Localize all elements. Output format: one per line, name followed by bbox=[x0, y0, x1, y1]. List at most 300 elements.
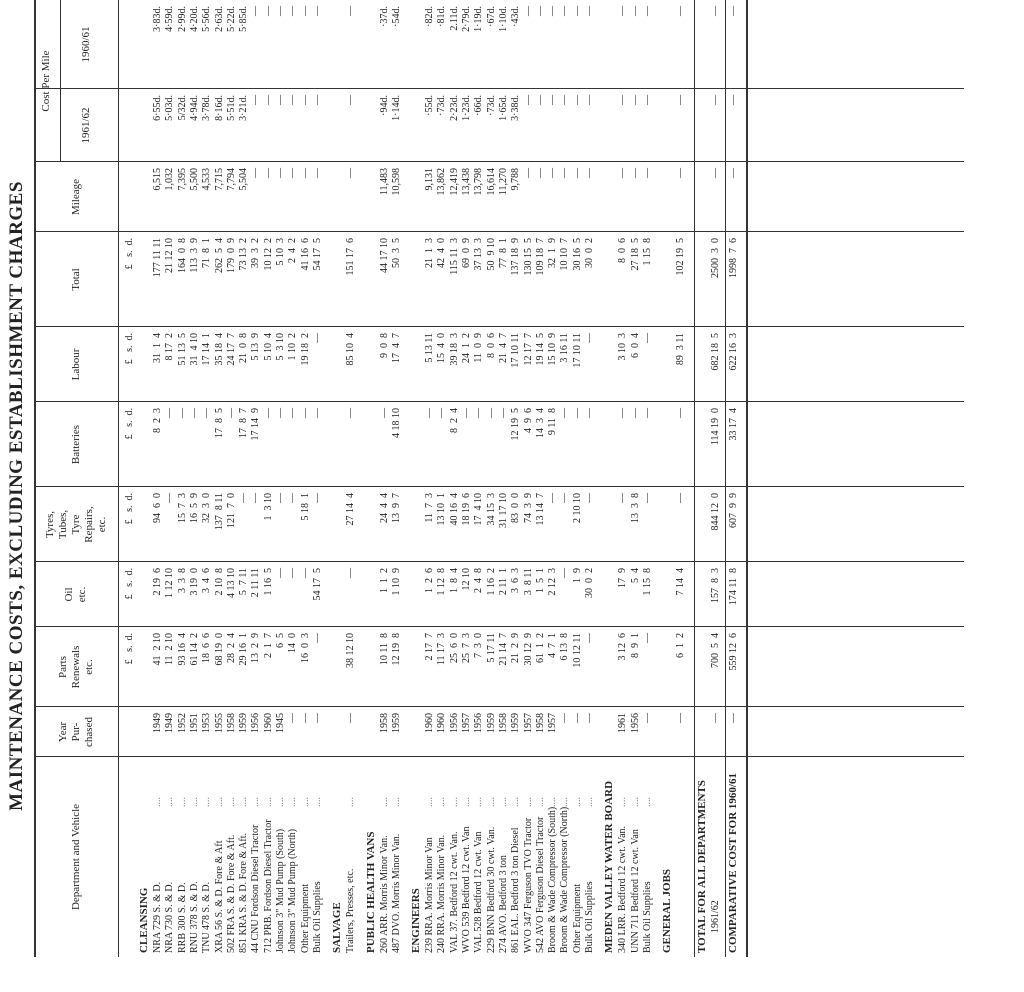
value-cell: 18 6 6 bbox=[201, 633, 213, 663]
value-cell: 17 14 1 bbox=[201, 333, 213, 366]
totals-label: COMPARATIVE COST FOR 1960/61 bbox=[726, 773, 739, 953]
vehicle-label: NRA 730 S. & D. bbox=[164, 881, 176, 953]
value-cell: 19 14 5 bbox=[534, 333, 546, 366]
section-heading: MEDEN VALLEY WATER BOARD bbox=[603, 780, 616, 953]
value-cell: 17 10 11 bbox=[571, 333, 583, 368]
value-cell: 14 0 bbox=[287, 633, 299, 653]
value-cell: — bbox=[641, 493, 653, 503]
value-cell: 17 9 bbox=[617, 568, 629, 588]
leader-dots: .... bbox=[485, 797, 497, 807]
year-cell: 1951 bbox=[188, 713, 200, 733]
value-cell: 30 12 9 bbox=[522, 633, 534, 666]
value-cell: — bbox=[311, 6, 323, 16]
value-cell: — bbox=[547, 6, 559, 16]
totals-rule bbox=[694, 0, 695, 957]
value-cell: 1·65d. bbox=[497, 95, 509, 121]
leader-dots: .... bbox=[559, 797, 571, 807]
value-cell: — bbox=[629, 6, 641, 16]
cpm-split-rule bbox=[60, 0, 61, 162]
value-cell: 1 5 1 bbox=[534, 568, 546, 593]
value-cell: 41 2 10 bbox=[152, 633, 163, 666]
value-cell: 25 7 3 bbox=[461, 633, 472, 663]
vehicle-label: RRB 300 S. & D. bbox=[176, 882, 188, 953]
table-bottom-rule bbox=[746, 0, 748, 957]
value-cell: 54 17 5 bbox=[311, 568, 323, 601]
value-cell: 8 17 2 bbox=[164, 333, 176, 361]
value-cell: 2 4 8 bbox=[473, 568, 485, 593]
vehicle-label: NRA 729 S. & D. bbox=[152, 881, 163, 953]
value-cell: 1 2 6 bbox=[424, 568, 436, 593]
value-cell: 5 13 9 bbox=[250, 333, 262, 361]
value-cell: 17 10 11 bbox=[510, 333, 522, 368]
value-cell: 5 4 bbox=[629, 568, 641, 583]
year-cell: 1958 bbox=[534, 713, 546, 733]
total-value-cell: 2500 3 0 bbox=[709, 238, 721, 278]
year-cell: — bbox=[299, 713, 311, 723]
totals-rule bbox=[725, 0, 726, 957]
value-cell: — bbox=[250, 6, 262, 16]
value-cell: 25 6 0 bbox=[448, 633, 460, 663]
value-cell: 3 4 6 bbox=[201, 568, 213, 593]
value-cell: 61 14 2 bbox=[188, 633, 200, 666]
value-cell: — bbox=[584, 168, 595, 178]
value-cell: 6 5 bbox=[275, 633, 286, 648]
value-cell: — bbox=[559, 6, 571, 16]
value-cell: 164 0 8 bbox=[176, 238, 188, 273]
value-cell: — bbox=[584, 6, 595, 16]
value-cell: 130 15 5 bbox=[522, 238, 534, 276]
leader-dots: .... bbox=[448, 797, 460, 807]
vehicle-label: 44 CNU Fordson Diesel Tractor bbox=[250, 824, 262, 953]
value-cell: 8 0 6 bbox=[617, 238, 629, 263]
value-cell: — bbox=[311, 333, 323, 343]
value-cell: 13 9 7 bbox=[390, 493, 402, 523]
value-cell: — bbox=[275, 568, 286, 578]
leader-dots: .... bbox=[641, 797, 653, 807]
vehicle-label: RNU 378 S. & D. bbox=[188, 881, 200, 953]
year-cell: 1959 bbox=[390, 713, 402, 733]
value-cell: 2·63d. bbox=[213, 6, 225, 32]
value-cell: 3 8 11 bbox=[522, 568, 534, 596]
year-cell: 1957 bbox=[461, 713, 472, 733]
leader-dots: .... bbox=[534, 797, 546, 807]
value-cell: 11,483 bbox=[378, 168, 390, 196]
value-cell: — bbox=[617, 6, 629, 16]
vehicle-label: 712 PRB. Fordson Diesel Tractor bbox=[262, 819, 274, 953]
value-cell: 69 0 9 bbox=[461, 238, 472, 268]
vehicle-label: Bulk Oil Supplies bbox=[584, 881, 595, 953]
value-cell: 17 4 7 bbox=[390, 333, 402, 363]
value-cell: 10 12 11 bbox=[571, 633, 583, 668]
value-cell: 5 7 11 bbox=[238, 568, 250, 596]
section-heading: CLEANSING bbox=[138, 887, 150, 953]
value-cell: — bbox=[641, 95, 653, 105]
value-cell: — bbox=[345, 95, 357, 105]
value-cell: — bbox=[275, 493, 286, 503]
value-cell: — bbox=[164, 493, 176, 503]
value-cell: 5·22d. bbox=[225, 6, 237, 32]
year-cell: 1957 bbox=[547, 713, 559, 733]
value-cell: — bbox=[299, 95, 311, 105]
vehicle-label: 542 AVO Ferguson Diesel Tractor bbox=[534, 816, 546, 953]
leader-dots: .... bbox=[378, 797, 390, 807]
value-cell: ·66d. bbox=[473, 95, 485, 116]
year-cell: 1957 bbox=[522, 713, 534, 733]
value-cell: ·43d. bbox=[510, 6, 522, 27]
value-cell: 3 3 8 bbox=[176, 568, 188, 593]
section-heading: SALVAGE bbox=[331, 902, 344, 953]
leader-dots: .... bbox=[311, 797, 323, 807]
value-cell: 11 7 3 bbox=[424, 493, 436, 523]
value-cell: — bbox=[571, 95, 583, 105]
total-value-cell: — bbox=[709, 6, 721, 16]
leader-dots: .... bbox=[201, 797, 213, 807]
value-cell: — bbox=[617, 168, 629, 178]
header-cpm-1960: 1960/61 bbox=[80, 26, 92, 63]
value-cell: 15 4 0 bbox=[436, 333, 448, 363]
value-cell: 13,862 bbox=[436, 168, 448, 196]
total-value-cell: 700 5 4 bbox=[709, 633, 721, 668]
value-cell: 1 12 10 bbox=[164, 568, 176, 598]
value-cell: 2 17 7 bbox=[424, 633, 436, 661]
section-heading: GENERAL JOBS bbox=[661, 868, 674, 953]
value-cell: — bbox=[311, 95, 323, 105]
year-cell: 1960 bbox=[262, 713, 274, 733]
value-cell: 5 18 1 bbox=[299, 493, 311, 521]
value-cell: — bbox=[522, 6, 534, 16]
value-cell: 89 3 11 bbox=[675, 333, 687, 366]
value-cell: 1 15 8 bbox=[641, 238, 653, 266]
value-cell: 21 0 8 bbox=[238, 333, 250, 363]
unit-label: £ s. d. bbox=[124, 333, 135, 365]
value-cell: 15 7 3 bbox=[176, 493, 188, 523]
leader-dots: .... bbox=[299, 797, 311, 807]
value-cell: 16 5 9 bbox=[188, 493, 200, 523]
value-cell: 50 9 10 bbox=[485, 238, 497, 271]
vehicle-label: Other Equipment bbox=[299, 883, 311, 953]
value-cell: 4 9 6 bbox=[522, 408, 534, 433]
value-cell: 38 12 10 bbox=[345, 633, 357, 668]
value-cell: 2·79d. bbox=[461, 6, 472, 32]
value-cell: 13 3 8 bbox=[629, 493, 641, 523]
value-cell: 115 11 3 bbox=[448, 238, 460, 275]
value-cell: — bbox=[311, 408, 323, 418]
value-cell: 11 2 10 bbox=[164, 633, 176, 666]
value-cell: 1·14d. bbox=[390, 95, 402, 121]
value-cell: 24 17 7 bbox=[225, 333, 237, 366]
value-cell: 13,438 bbox=[461, 168, 472, 196]
value-cell: — bbox=[675, 493, 687, 503]
header-cost-per-mile: Cost Per Mile bbox=[40, 50, 52, 112]
value-cell: — bbox=[675, 408, 687, 418]
value-cell: 9 11 8 bbox=[547, 408, 559, 436]
value-cell: 21 14 7 bbox=[497, 633, 509, 666]
value-cell: — bbox=[225, 408, 237, 418]
vehicle-label: VAL 528 Bedford 12 cwt. Van bbox=[473, 831, 485, 953]
value-cell: 50 3 5 bbox=[390, 238, 402, 268]
value-cell: 41 16 6 bbox=[299, 238, 311, 271]
value-cell: 24 4 4 bbox=[378, 493, 390, 523]
value-cell: 11,270 bbox=[497, 168, 509, 196]
year-cell: — bbox=[641, 713, 653, 723]
year-cell: 1953 bbox=[201, 713, 213, 733]
year-cell: 1961 bbox=[617, 713, 629, 733]
leader-dots: .... bbox=[213, 797, 225, 807]
value-cell: — bbox=[559, 95, 571, 105]
year-cell: — bbox=[709, 713, 721, 723]
vehicle-label: Other Equipment bbox=[571, 883, 583, 953]
unit-label: £ s. d. bbox=[124, 633, 135, 665]
year-cell: 1958 bbox=[378, 713, 390, 733]
leader-dots: .... bbox=[275, 797, 286, 807]
vehicle-label: Broom & Wade Compressor (South) bbox=[547, 806, 559, 953]
value-cell: 21 2 9 bbox=[510, 633, 522, 663]
value-cell: 15 10 9 bbox=[547, 333, 559, 366]
value-cell: 30 16 5 bbox=[571, 238, 583, 271]
total-value-cell: — bbox=[727, 6, 739, 16]
value-cell: 179 0 9 bbox=[225, 238, 237, 273]
year-cell: 1958 bbox=[497, 713, 509, 733]
value-cell: — bbox=[584, 333, 595, 343]
value-cell: 61 1 2 bbox=[534, 633, 546, 663]
unit-label: £ s. d. bbox=[124, 568, 135, 600]
value-cell: — bbox=[262, 6, 274, 16]
value-cell: 1 8 4 bbox=[448, 568, 460, 593]
value-cell: 1 16 2 bbox=[485, 568, 497, 596]
year-cell: — bbox=[311, 713, 323, 723]
value-cell: — bbox=[641, 633, 653, 643]
value-cell: 5·51d. bbox=[225, 95, 237, 121]
value-cell: — bbox=[311, 168, 323, 178]
value-cell: 137 8 11 bbox=[213, 493, 225, 531]
value-cell: — bbox=[250, 95, 262, 105]
value-cell: — bbox=[547, 95, 559, 105]
value-cell: — bbox=[275, 95, 286, 105]
value-cell: 4,533 bbox=[201, 168, 213, 191]
value-cell: 4·20d. bbox=[188, 6, 200, 32]
year-cell: 1959 bbox=[485, 713, 497, 733]
value-cell: 13,798 bbox=[473, 168, 485, 196]
value-cell: 39 3 2 bbox=[250, 238, 262, 268]
value-cell: 4·59d. bbox=[164, 6, 176, 32]
vehicle-label: Johnson 3" Mud Pump (South) bbox=[275, 828, 286, 953]
value-cell: 74 3 9 bbox=[522, 493, 534, 523]
value-cell: ·94d. bbox=[378, 95, 390, 116]
vehicle-label: Johnson 3" Mud Pump (North) bbox=[287, 828, 299, 953]
value-cell: — bbox=[262, 168, 274, 178]
value-cell: 5·56d. bbox=[201, 6, 213, 32]
value-cell: 30 0 2 bbox=[584, 568, 595, 598]
value-cell: — bbox=[675, 168, 687, 178]
vehicle-label: 487 DVO. Morris Minor Van. bbox=[390, 833, 402, 953]
leader-dots: .... bbox=[188, 797, 200, 807]
header-oil: Oil etc. bbox=[63, 586, 88, 603]
value-cell: 2 11 11 bbox=[250, 568, 262, 598]
value-cell: — bbox=[299, 6, 311, 16]
value-cell: 2 4 2 bbox=[287, 238, 299, 263]
value-cell: — bbox=[584, 408, 595, 418]
value-cell: — bbox=[497, 408, 509, 418]
value-cell: 77 8 1 bbox=[497, 238, 509, 268]
header-labour: Labour bbox=[69, 348, 82, 381]
value-cell: — bbox=[559, 408, 571, 418]
vehicle-label: 274 AVO. Bedford 3 ton bbox=[497, 855, 509, 953]
value-cell: 44 17 10 bbox=[378, 238, 390, 273]
value-cell: 8 9 1 bbox=[629, 633, 641, 658]
value-cell: — bbox=[275, 6, 286, 16]
value-cell: — bbox=[436, 408, 448, 418]
vehicle-label: Bulk Oil Supplies bbox=[641, 881, 653, 953]
vehicle-label: UNN 711 Bedford 12 cwt. Van bbox=[629, 829, 641, 953]
value-cell: 31 1 4 bbox=[152, 333, 163, 363]
value-cell: — bbox=[176, 408, 188, 418]
value-cell: 3·38d. bbox=[510, 95, 522, 121]
value-cell: — bbox=[345, 568, 357, 578]
year-cell: 1955 bbox=[213, 713, 225, 733]
year-cell: 1959 bbox=[510, 713, 522, 733]
value-cell: 11 17 3 bbox=[436, 633, 448, 666]
value-cell: — bbox=[485, 408, 497, 418]
value-cell: — bbox=[164, 408, 176, 418]
value-cell: ·55d. bbox=[424, 95, 436, 116]
value-cell: — bbox=[378, 408, 390, 418]
year-cell: 1956 bbox=[250, 713, 262, 733]
vehicle-label: XRA 56 S. & D. Fore & Aft bbox=[213, 840, 225, 953]
value-cell: ·54d. bbox=[390, 6, 402, 27]
value-cell: 5 3 10 bbox=[275, 333, 286, 361]
value-cell: 6·55d. bbox=[152, 95, 163, 121]
value-cell: 13 10 1 bbox=[436, 493, 448, 526]
leader-dots: .... bbox=[164, 797, 176, 807]
leader-dots: .... bbox=[152, 797, 163, 807]
value-cell: 28 2 4 bbox=[225, 633, 237, 663]
value-cell: 7,395 bbox=[176, 168, 188, 191]
value-cell: 5,500 bbox=[188, 168, 200, 191]
value-cell: 4 13 10 bbox=[225, 568, 237, 598]
year-cell: 1945 bbox=[275, 713, 286, 733]
value-cell: 37 13 3 bbox=[473, 238, 485, 271]
leader-dots: .... bbox=[584, 797, 595, 807]
leader-dots: .... bbox=[617, 797, 629, 807]
vehicle-label: 260 ARR. Morris Minor Van. bbox=[378, 835, 390, 953]
section-heading: ENGINEERS bbox=[410, 888, 423, 953]
value-cell: 3 16 11 bbox=[559, 333, 571, 363]
vehicle-label: 229 BNN Bedford 30 cwt. Van. bbox=[485, 826, 497, 953]
leader-dots: .... bbox=[510, 797, 522, 807]
value-cell: — bbox=[571, 408, 583, 418]
vehicle-label: WVO 539 Bedford 12 cwt. Van bbox=[461, 826, 472, 953]
value-cell: — bbox=[345, 6, 357, 16]
vehicle-label: WVO 347 Ferguson TVO Tractor bbox=[522, 817, 534, 953]
total-value-cell: — bbox=[709, 95, 721, 105]
vehicle-label: Broom & Wade Compressor (North) bbox=[559, 806, 571, 953]
header-parts: Parts Renewals etc. bbox=[56, 645, 95, 689]
leader-dots: .... bbox=[424, 797, 436, 807]
value-cell: — bbox=[629, 408, 641, 418]
maintenance-costs-table bbox=[34, 0, 1004, 957]
value-cell: — bbox=[584, 633, 595, 643]
value-cell: — bbox=[629, 168, 641, 178]
value-cell: 17 14 9 bbox=[250, 408, 262, 441]
value-cell: — bbox=[311, 633, 323, 643]
value-cell: 262 5 4 bbox=[213, 238, 225, 273]
value-cell: 85 10 4 bbox=[345, 333, 357, 366]
value-cell: 32 3 0 bbox=[201, 493, 213, 523]
value-cell: 6 1 2 bbox=[675, 633, 687, 658]
vehicle-label: 851 KRA S. & D. Fore & Aft. bbox=[238, 832, 250, 953]
value-cell: 3 19 0 bbox=[188, 568, 200, 596]
year-cell: — bbox=[287, 713, 299, 723]
value-cell: 29 16 1 bbox=[238, 633, 250, 666]
header-mileage: Mileage bbox=[69, 178, 82, 216]
year-cell: 1949 bbox=[164, 713, 176, 733]
value-cell: — bbox=[617, 493, 629, 503]
value-cell: 83 0 0 bbox=[510, 493, 522, 523]
value-cell: — bbox=[238, 493, 250, 503]
value-cell: 2 19 6 bbox=[152, 568, 163, 596]
value-cell: 12,419 bbox=[448, 168, 460, 196]
value-cell: 1 9 bbox=[571, 568, 583, 583]
value-cell: 17 4 10 bbox=[473, 493, 485, 526]
value-cell: 8 2 4 bbox=[448, 408, 460, 433]
value-cell: 30 0 2 bbox=[584, 238, 595, 268]
total-value-cell: 33 17 4 bbox=[727, 408, 739, 441]
value-cell: 4 7 1 bbox=[547, 633, 559, 658]
value-cell: 21 12 10 bbox=[164, 238, 176, 273]
value-cell: 94 6 0 bbox=[152, 493, 163, 523]
value-cell: — bbox=[250, 493, 262, 503]
total-value-cell: 559 12 6 bbox=[727, 633, 739, 671]
leader-dots: .... bbox=[390, 797, 402, 807]
year-cell: — bbox=[345, 713, 357, 723]
value-cell: 3·78d. bbox=[201, 95, 213, 121]
total-value-cell: 682 18 5 bbox=[709, 333, 721, 371]
totals-sublabel: 1961/62 bbox=[709, 900, 721, 933]
value-cell: 12 10 bbox=[461, 568, 472, 591]
value-cell: 109 18 7 bbox=[534, 238, 546, 276]
value-cell: — bbox=[275, 168, 286, 178]
value-cell: ·37d. bbox=[378, 6, 390, 27]
value-cell: — bbox=[345, 408, 357, 418]
value-cell: 19 18 2 bbox=[299, 333, 311, 366]
value-cell: 137 18 9 bbox=[510, 238, 522, 276]
year-cell: 1958 bbox=[225, 713, 237, 733]
vehicle-label: Trailers, Presses, etc. bbox=[345, 868, 357, 953]
value-cell: 31 17 10 bbox=[497, 493, 509, 528]
leader-dots: .... bbox=[571, 797, 583, 807]
vehicle-label: VAL 37. Bedford 12 cwt. Van. bbox=[448, 831, 460, 953]
value-cell: — bbox=[641, 6, 653, 16]
year-cell: 1952 bbox=[176, 713, 188, 733]
value-cell: 17 8 5 bbox=[213, 408, 225, 438]
leader-dots: .... bbox=[287, 797, 299, 807]
value-cell: 16,614 bbox=[485, 168, 497, 196]
leader-dots: .... bbox=[345, 797, 357, 807]
value-cell: 5,504 bbox=[238, 168, 250, 191]
value-cell: 1 15 8 bbox=[641, 568, 653, 596]
value-cell: 9,788 bbox=[510, 168, 522, 191]
value-cell: — bbox=[473, 408, 485, 418]
header-total: Total bbox=[69, 268, 82, 291]
value-cell: 1 10 9 bbox=[390, 568, 402, 596]
value-cell: 2 1 7 bbox=[262, 633, 274, 658]
totals-label: TOTAL FOR ALL DEPARTMENTS bbox=[695, 780, 708, 953]
value-cell: 177 11 11 bbox=[152, 238, 163, 278]
total-value-cell: 622 16 3 bbox=[727, 333, 739, 371]
value-cell: — bbox=[287, 568, 299, 578]
year-cell: — bbox=[571, 713, 583, 723]
value-cell: 5 13 11 bbox=[424, 333, 436, 363]
